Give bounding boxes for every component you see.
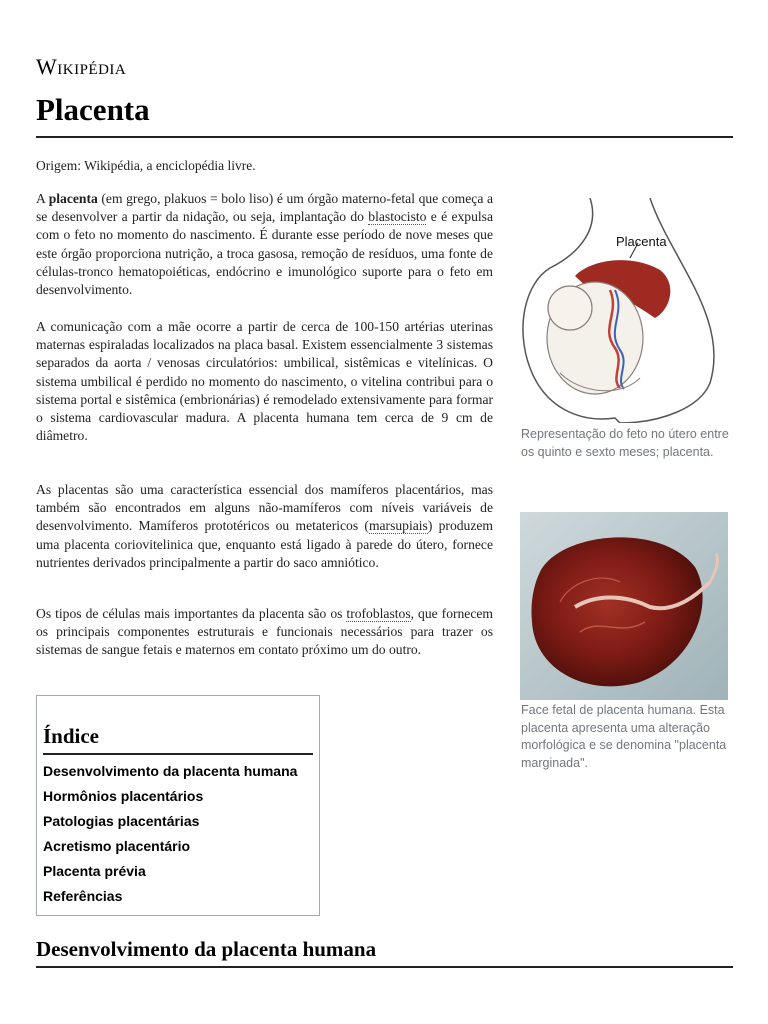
- section-divider: [36, 966, 733, 968]
- p1-bold-term: placenta: [48, 191, 98, 206]
- origin-line: Origem: Wikipédia, a enciclopédia livre.: [36, 158, 256, 173]
- p1-lead: A: [36, 191, 49, 206]
- section-heading: Desenvolvimento da placenta humana: [36, 937, 377, 961]
- link-blastocisto[interactable]: blastocisto: [368, 209, 427, 225]
- p3-text-b: ) produzem uma placenta coriovitelinica que, enquanto está ligado à parede do útero, fornece nutrientes derivados principalmente a partir do saco amniótico.: [36, 518, 493, 570]
- paragraph-cell-types: [36, 605, 493, 660]
- caption-fetus-illustration: Representação do feto no útero entre os quinto e sexto meses; placenta.: [521, 427, 729, 459]
- p3-text-a: As placentas são uma característica essencial dos mamíferos placentários, mas também são encontrados em alguns não-mamíferos com níveis variáveis de desenvolvimento. Mamíferos prototéricos ou metatericos (: [36, 482, 493, 534]
- toc-item-hormonios[interactable]: Hormônios placentários: [43, 788, 204, 804]
- fetus-uterus-illustration[interactable]: [520, 198, 730, 423]
- toc-list: [43, 759, 313, 909]
- title-divider: [36, 136, 733, 138]
- placenta-label: Placenta: [616, 234, 667, 249]
- table-of-contents: [36, 695, 320, 916]
- toc-item-placenta-previa[interactable]: Placenta prévia: [43, 863, 146, 879]
- toc-item-patologias[interactable]: Patologias placentárias: [43, 813, 200, 829]
- paragraph-communication: A comunicação com a mãe ocorre a partir de cerca de 100-150 artérias uterinas maternas espiraladas localizados na placa basal. Existem essencialmente 3 sistemas separados da aorta / venosas circulatórios: umbilical, sistêmicas e vitelínicas. O sistema umbilical é perdido no momento do nascimento, o vitelina contribui para o sistema portal e sistêmica (embrionárias) é remodelado extensivamente para formar o sistema cardiovascular madura. A placenta humana tem cerca de 9 cm de diâmetro.: [36, 319, 493, 444]
- paragraph-intro: [36, 190, 493, 299]
- link-trofoblastos[interactable]: trofoblastos: [346, 606, 411, 621]
- p1-text-b: e é expulsa com o feto no momento do nascimento. É durante esse período de nove meses que este órgão proporciona nutrição, a troca gasosa, remoção de resíduos, uma fonte de células-tronco hematopoiéticas, endócrino e imunológico suporte para o feto em desenvolvimento.: [36, 209, 493, 298]
- link-marsupiais[interactable]: marsupiais: [368, 518, 428, 534]
- toc-item-acretismo[interactable]: Acretismo placentário: [43, 838, 191, 854]
- p1-text-a: (em grego, plakuos = bolo liso) é um órgão materno-fetal que começa a se desenvolver a partir da nidação, ou seja, implantação do: [36, 191, 493, 225]
- p4-text-a: Os tipos de células mais importantes da placenta são os: [36, 606, 347, 621]
- p4-text-b: , que fornecem os principais componentes estruturais e funcionais necessários para trazer os sistemas de sangue fetais e maternos em contato próximo um do outro.: [36, 606, 493, 658]
- toc-item-referencias[interactable]: Referências: [43, 888, 123, 904]
- caption-placenta-photo: Face fetal de placenta humana. Esta placenta apresenta uma alteração morfológica e se denomina "placenta marginada".: [521, 703, 727, 770]
- toc-title: Índice: [43, 724, 313, 755]
- toc-item-desenvolvimento[interactable]: Desenvolvimento da placenta humana: [43, 763, 298, 779]
- page-title: Placenta: [36, 92, 150, 127]
- wikipedia-wordmark[interactable]: Wikipédia: [36, 54, 127, 79]
- paragraph-mammals: [36, 481, 493, 572]
- placenta-photo[interactable]: [520, 512, 728, 700]
